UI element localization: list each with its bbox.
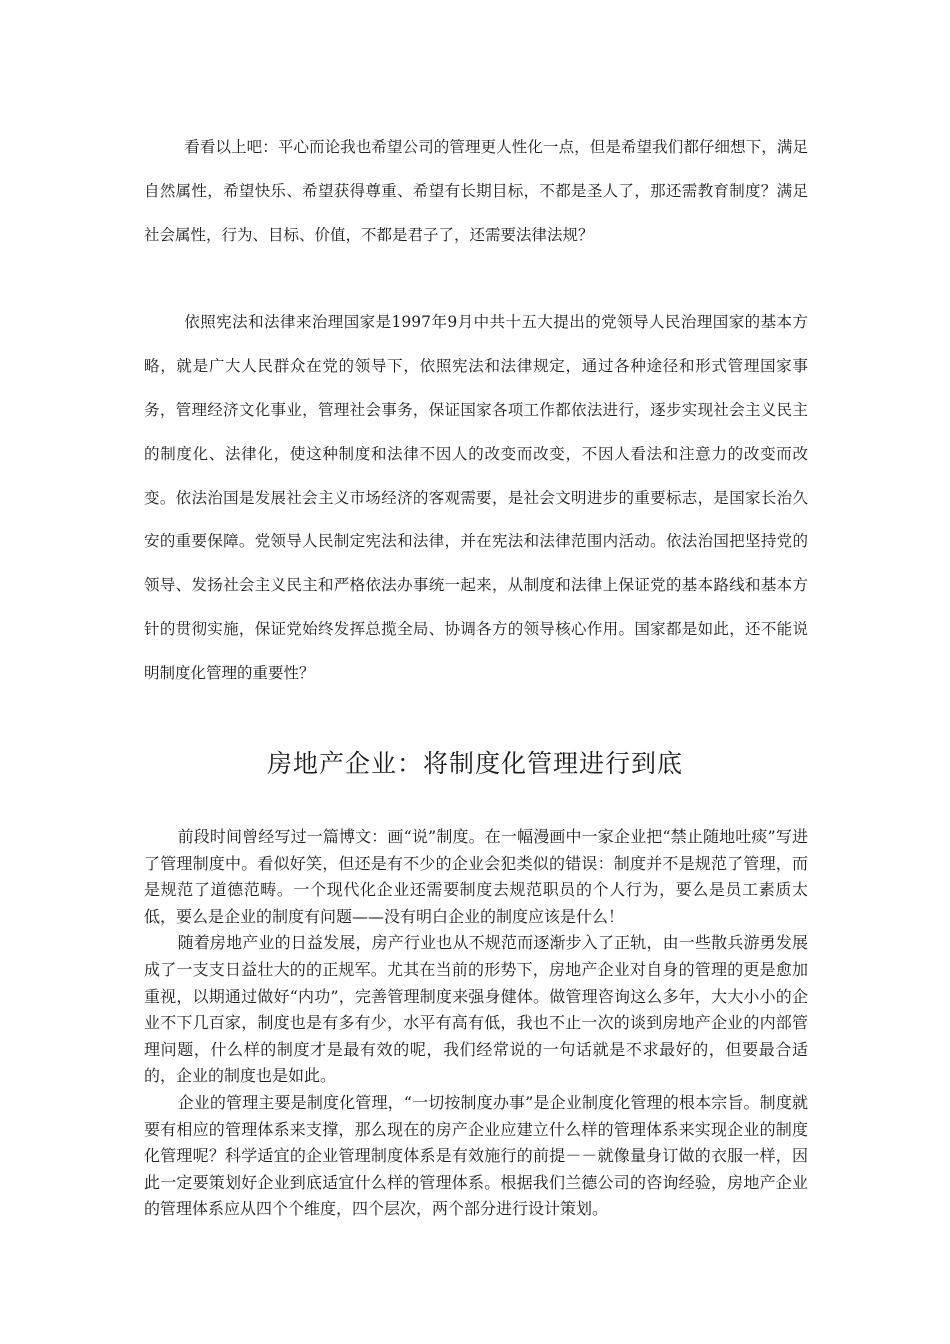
paragraph-human-nature: 看看以上吧：平心而论我也希望公司的管理更人性化一点，但是希望我们都仔细想下，满足自然属性，希望快乐、希望获得尊重、希望有长期目标，不都是圣人了，那还需教育制度？满足社会属性，行为、目标、价值，不都是君子了，还需要法律法规？ [144,138,808,244]
article-title: 房地产企业：将制度化管理进行到底 [266,749,683,778]
paragraph-rule-of-law: 依照宪法和法律来治理国家是1997年9月中共十五大提出的党领导人民治理国家的基本方略，就是广大人民群众在党的领导下，依照宪法和法律规定，通过各种途径和形式管理国家事务，管理经济文化事业，管理社会事务，保证国家各项工作都依法进行，逐步实现社会主义民主的制度化、法律化，使这种制度和法律不因人的改变而改变，不因人看法和注意力的改变而改变。依法治国是发展社会主义市场经济的客观需要，是社会文明进步的重要标志，是国家长治久安的重要保障。党领导人民制定宪法和法律，并在宪法和法律范围内活动。依法治国把坚持党的领导、发扬社会主义民主和严格依法办事统一起来，从制度和法律上保证党的基本路线和基本方针的贯彻实施，保证党始终发挥总揽全局、协调各方的领导核心作用。国家都是如此，还不能说明制度化管理的重要性？ [144,313,808,682]
paragraph-blog-post: 前段时间曾经写过一篇博文：画“说”制度。在一幅漫画中一家企业把“禁止随地吐痰”写进了管理制度中。看似好笑，但还是有不少的企业会犯类似的错误：制度并不是规范了管理，而是规范了道德范畴。一个现代化企业还需要制度去规范职员的个人行为，要么是员工素质太低，要么是企业的制度有问题——没有明白企业的制度应该是什么！ [144,827,808,926]
article-body [144,824,808,1223]
paragraph-management-system: 企业的管理主要是制度化管理，“一切按制度办事”是企业制度化管理的根本宗旨。制度就要有相应的管理体系来支撑，那么现在的房产企业应建立什么样的管理体系来实现企业的制度化管理呢？科学适宜的企业管理制度体系是有效施行的前提－－就像量身订做的衣服一样，因此一定要策划好企业到底适宜什么样的管理体系。根据我们兰德公司的咨询经验，房地产企业的管理体系应从四个个维度，四个层次，两个部分进行设计策划。 [144,1092,808,1219]
essay-section [144,126,808,696]
paragraph-industry-development: 随着房地产业的日益发展，房产行业也从不规范而逐渐步入了正轨，由一些散兵游勇发展成了一支支日益壮大的的正规军。尤其在当前的形势下，房地产企业对自身的管理的更是愈加重视，以期通过做好“内功”，完善管理制度来强身健体。做管理咨询这么多年，大大小小的企业不下几百家，制度也是有多有少，水平有高有低，我也不止一次的谈到房地产企业的内部管理问题，什么样的制度才是最有效的呢，我们经常说的一句话就是不求最好的，但要最合适的，企业的制度也是如此。 [144,933,808,1086]
